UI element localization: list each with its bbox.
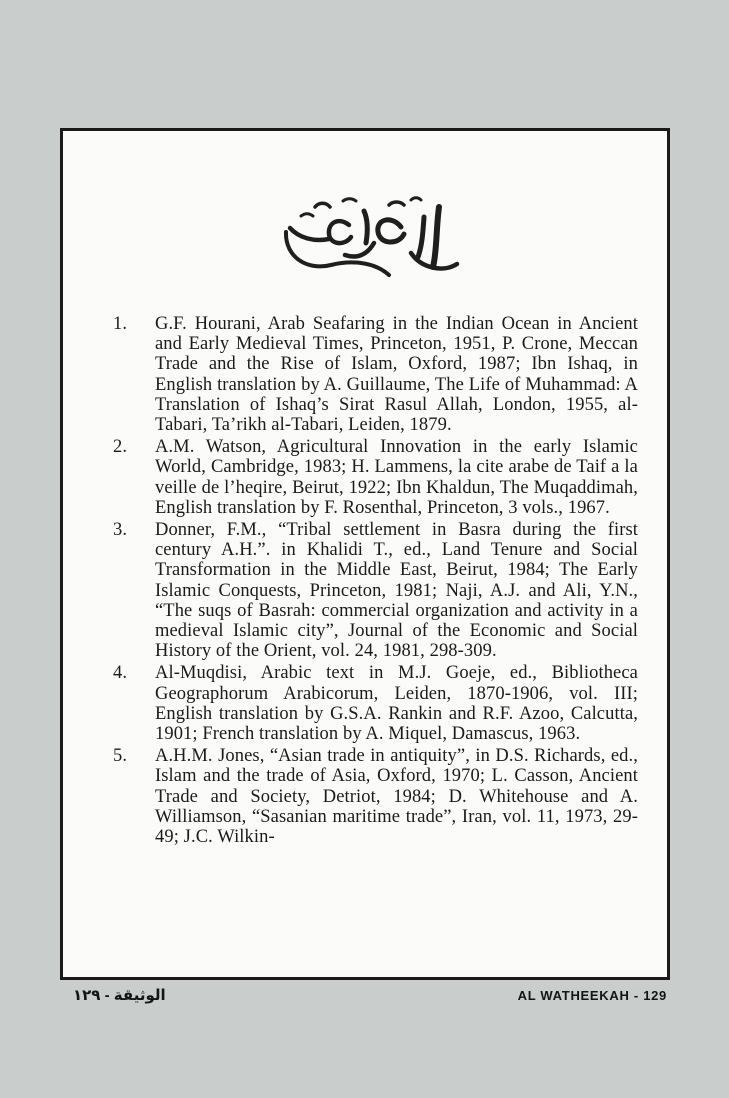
note-number: 5. [113,746,128,767]
english-page-footer: AL WATHEEKAH - 129 [517,988,667,1003]
note-number: 1. [113,314,128,334]
note-item [113,520,638,661]
note-number: 3. [113,520,128,541]
note-item [113,314,638,435]
arabic-page-footer: الوثيقة - ١٢٩ [73,987,166,1004]
note-item [113,663,638,744]
note-item [113,746,638,847]
page-frame [60,128,670,980]
calligraphic-title [273,189,463,285]
note-text: A.M. Watson, Agricultural Innovation in the early Islamic World, Cambridge, 1983; H. Lammens, la cite arabe de Taif a la veille de l’heqire, Beirut, 1922; Ibn Khaldun, The Muqaddimah, English translation by F. Rosenthal, Princeton, 3 vols., 1967. [155,437,638,518]
note-text: Donner, F.M., “Tribal settlement in Basra during the first century A.H.”. in Khalidi T., ed., Land Tenure and Social Transformation in the Middle East, Beirut, 1984; The Early Islamic Conquests, Princeton, 1981; Naji, A.J. and Ali, Y.N., “The suqs of Basrah: commercial organization and activity in a medieval Islamic city”, Journal of the Economic and Social History of the Orient, vol. 24, 1981, 298-309. [155,520,638,662]
note-text: Al-Muqdisi, Arabic text in M.J. Goeje, ed., Bibliotheca Geographorum Arabicorum, Leiden, 1870-1906, vol. III; English translation by G.S.A. Rankin and R.F. Azoo, Calcutta, 1901; French translation by A. Miquel, Damascus, 1963. [155,663,638,745]
note-text: G.F. Hourani, Arab Seafaring in the Indian Ocean in Ancient and Early Medieval Times, Princeton, 1951, P. Crone, Meccan Trade and the Rise of Islam, Oxford, 1987; Ibn Ishaq, in English translation by A. Guillaume, The Life of Muhammad: A Translation of Ishaq’s Sirat Rasul Allah, London, 1955, al-Tabari, Ta’rikh al-Tabari, Leiden, 1879. [155,314,638,436]
note-number: 4. [113,663,128,684]
note-item [113,437,638,518]
notes-list [113,314,638,847]
note-number: 2. [113,437,128,458]
note-text: A.H.M. Jones, “Asian trade in antiquity”, in D.S. Richards, ed., Islam and the trade of Asia, Oxford, 1970; L. Casson, Ancient Trade and Society, Detriot, 1984; D. Whitehouse and A. Williamson, “Sasanian maritime trade”, Iran, vol. 11, 1973, 29-49; J.C. Wilkin- [155,746,638,848]
